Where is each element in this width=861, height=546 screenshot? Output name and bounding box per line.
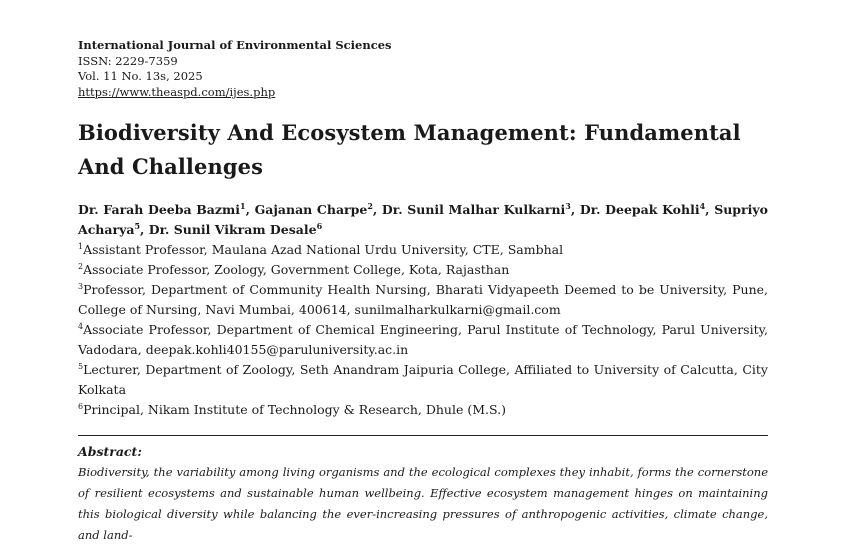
author-superscript: 5 [134, 220, 141, 231]
paper-title: Biodiversity And Ecosystem Management: Fundamental And Challenges [78, 120, 741, 179]
author-name: Dr. Sunil Malhar Kulkarni [381, 202, 566, 217]
affiliation-text: Associate Professor, Zoology, Government College, Kota, Rajasthan [83, 262, 510, 277]
abstract-heading: Abstract: [78, 444, 142, 459]
author-name: Supriyo Acharya [78, 202, 768, 237]
journal-name: International Journal of Environmental Sciences [78, 38, 392, 52]
affiliation-superscript: 2 [78, 261, 84, 271]
affiliation-text: Principal, Nikam Institute of Technology & Research, Dhule (M.S.) [83, 402, 506, 417]
affiliation-item [78, 320, 768, 360]
affiliation-superscript: 1 [78, 241, 84, 251]
affiliation-item [78, 260, 768, 280]
paper-page [78, 38, 768, 546]
affiliation-text: Associate Professor, Department of Chemical Engineering, Parul Institute of Technology, Parul University, Vadodara, deepak.kohli40155@paruluniversity.ac.in [78, 322, 768, 357]
affiliation-superscript: 4 [78, 321, 84, 331]
author-name: Dr. Farah Deeba Bazmi [78, 202, 240, 217]
affiliation-text: Assistant Professor, Maulana Azad National Urdu University, CTE, Sambhal [83, 242, 564, 257]
affiliation-text: Professor, Department of Community Health Nursing, Bharati Vidyapeeth Deemed to be University, Pune, College of Nursing, Navi Mumbai, 400614, sunilmalharkulkarni@gmail.com [78, 282, 768, 317]
author-list: Dr. Farah Deeba Bazmi$^1$, Gajanan Charpe$^2$, Dr. Sunil Malhar Kulkarni$^3$, Dr. Deepak Kohli$^4$, Supriyo Acharya$^5$, Dr. Sunil Vikram Desale$^6$ [78, 200, 768, 237]
author-superscript: 6 [316, 220, 323, 231]
author-superscript: 4 [699, 200, 706, 211]
affiliation-superscript: 3 [78, 281, 84, 291]
abstract-text: Biodiversity, the variability among living organisms and the ecological complexes they inhabit, forms the cornerstone of resilient ecosystems and sustainable human wellbeing. Effective ecosystem management hinges on maintaining this biological diversity while balancing the ever-increasing pressures of anthropogenic activities, climate change, and land- [78, 465, 768, 542]
section-divider [78, 435, 768, 436]
affiliation-superscript: 6 [78, 401, 84, 411]
affiliation-text: Lecturer, Department of Zoology, Seth Anandram Jaipuria College, Affiliated to University of Calcutta, City Kolkata [78, 362, 768, 397]
journal-volume: Vol. 11 No. 13s, 2025 [78, 69, 203, 83]
author-superscript: 2 [367, 200, 373, 211]
affiliation-superscript: 5 [78, 361, 84, 371]
journal-url-link[interactable]: https://www.theaspd.com/ijes.php [78, 84, 276, 99]
author-name: Dr. Deepak Kohli [579, 202, 700, 217]
author-superscript: 3 [565, 200, 571, 211]
journal-issn: ISSN: 2229-7359 [78, 53, 178, 68]
affiliation-list [78, 240, 768, 420]
affiliation-item [78, 280, 768, 320]
author-name: Dr. Sunil Vikram Desale [148, 222, 317, 237]
affiliation-item [78, 240, 768, 260]
affiliation-item [78, 360, 768, 400]
author-name: Gajanan Charpe [254, 202, 368, 217]
author-superscript: 1 [239, 200, 246, 211]
journal-header [78, 38, 768, 100]
affiliation-item [78, 400, 768, 420]
